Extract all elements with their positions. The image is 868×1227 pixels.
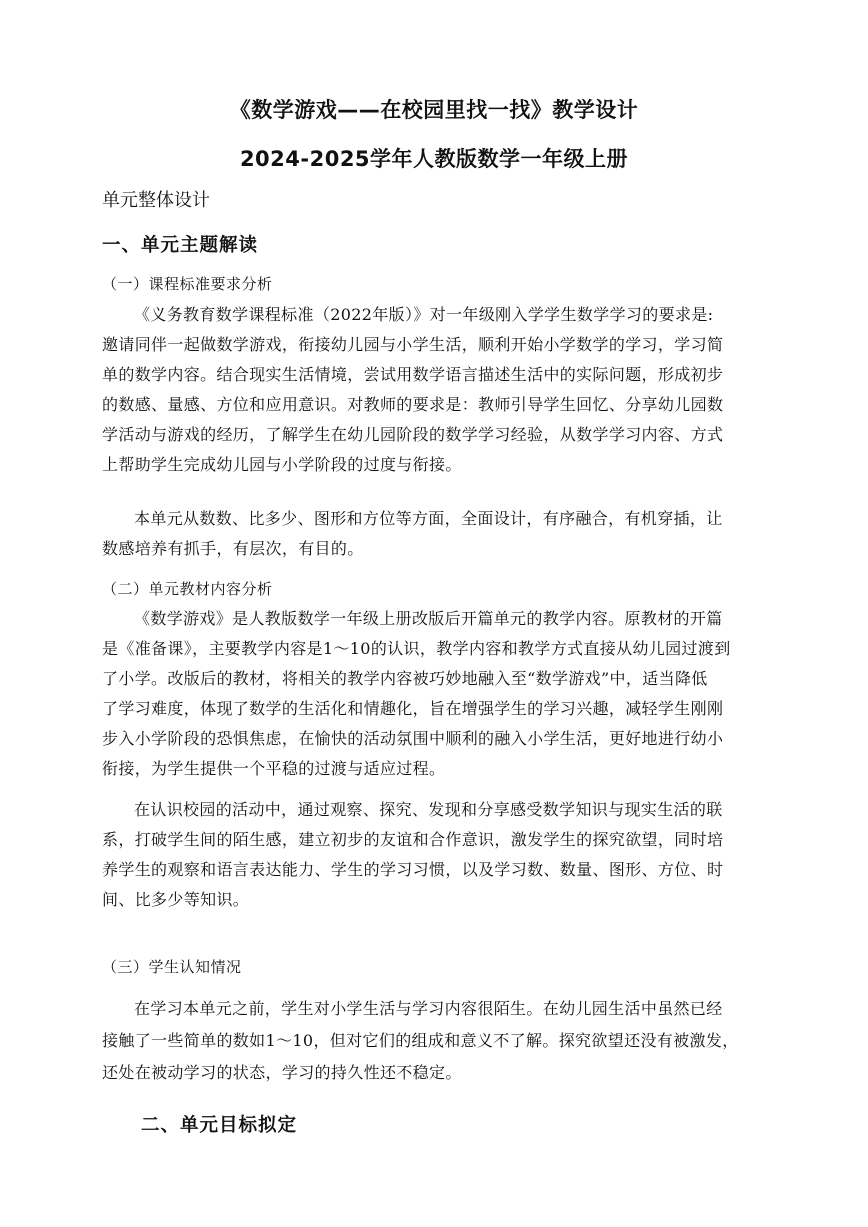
paragraph-line: 本单元从数数、比多少、图形和方位等方面，全面设计，有序融合，有机穿插，让 — [134, 509, 723, 528]
paragraph-line: 系，打破学生间的陌生感，建立初步的友谊和合作意识，激发学生的探究欲望，同时培 — [102, 830, 724, 849]
paragraph-line: 《义务教育数学课程标准（2022年版）》对一年级刚入学学生数学学习的要求是: — [134, 305, 714, 324]
unit-heading: 单元整体设计 — [102, 190, 210, 211]
paragraph-line: 间、比多少等知识。 — [102, 890, 250, 909]
paragraph-line: 步入小学阶段的恐惧焦虑，在愉快的活动氛围中顺利的融入小学生活，更好地进行幼小 — [102, 729, 724, 748]
paragraph-line: 上帮助学生完成幼儿园与小学阶段的过度与衔接。 — [102, 455, 462, 474]
document-title: 《数学游戏——在校园里找一找》教学设计 — [229, 98, 639, 122]
section-heading-theme: 一、单元主题解读 — [102, 235, 259, 256]
paragraph-line: 衔接，为学生提供一个平稳的过渡与适应过程。 — [102, 759, 446, 778]
paragraph-line: 了小学。改版后的教材，将相关的教学内容被巧妙地融入至“数学游戏”中，适当降低 — [102, 669, 708, 688]
paragraph-line: 邀请同伴一起做数学游戏，衔接幼儿园与小学生活，顺利开始小学数学的学习，学习简 — [102, 335, 724, 354]
paragraph-line: 单的数学内容。结合现实生活情境，尝试用数学语言描述生活中的实际问题，形成初步 — [102, 365, 724, 384]
paragraph-line: 还处在被动学习的状态，学习的持久性还不稳定。 — [102, 1063, 462, 1082]
paragraph-line: 的数感、量感、方位和应用意识。对教师的要求是：教师引导学生回忆、分享幼儿园数 — [102, 395, 724, 414]
section-heading-goals: 二、单元目标拟定 — [141, 1115, 298, 1136]
paragraph-line: 养学生的观察和语言表达能力、学生的学习习惯，以及学习数、数量、图形、方位、时 — [102, 860, 724, 879]
paragraph-line: 数感培养有抓手，有层次，有目的。 — [102, 539, 364, 558]
paragraph-line: 接触了一些简单的数如1～10，但对它们的组成和意义不了解。探究欲望还没有被激发， — [102, 1031, 739, 1050]
paragraph-line: 了学习难度，体现了数学的生活化和情趣化，旨在增强学生的学习兴趣，减轻学生刚刚 — [102, 699, 724, 718]
paragraph-line: 在认识校园的活动中，通过观察、探究、发现和分享感受数学知识与现实生活的联 — [134, 800, 723, 819]
paragraph-line: 学活动与游戏的经历，了解学生在幼儿园阶段的数学学习经验，从数学学习内容、方式 — [102, 425, 724, 444]
paragraph-line: 《数学游戏》是人教版数学一年级上册改版后开篇单元的教学内容。原教材的开篇 — [134, 609, 723, 628]
document-subtitle: 2024-2025学年人教版数学一年级上册 — [239, 147, 629, 171]
subsection-heading-materials: （二）单元教材内容分析 — [102, 580, 273, 598]
subsection-heading-cognition: （三）学生认知情况 — [102, 958, 242, 976]
paragraph-line: 是《准备课》，主要教学内容是1～10的认识，教学内容和教学方式直接从幼儿园过渡到 — [102, 639, 731, 658]
subsection-heading-standards: （一）课程标准要求分析 — [102, 275, 273, 293]
paragraph-line: 在学习本单元之前，学生对小学生活与学习内容很陌生。在幼儿园生活中虽然已经 — [134, 999, 723, 1018]
